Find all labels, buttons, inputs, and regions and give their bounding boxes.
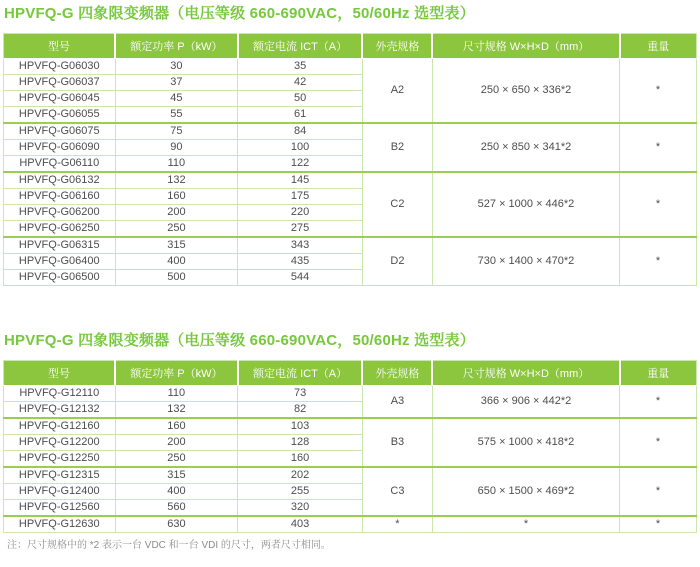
- current-cell: 35: [238, 59, 363, 75]
- table-row: [4, 467, 697, 484]
- power-cell: 500: [115, 270, 238, 286]
- weight-cell: *: [620, 172, 697, 237]
- power-cell: 132: [115, 402, 238, 419]
- current-cell: 84: [238, 123, 363, 140]
- model-cell: HPVFQ-G06030: [4, 59, 116, 75]
- power-cell: 75: [115, 123, 238, 140]
- current-cell: 160: [238, 451, 363, 468]
- selection-table-2: [3, 360, 697, 533]
- power-cell: 250: [115, 221, 238, 238]
- col-header-model: 型号: [4, 34, 116, 59]
- dims-cell: 730 × 1400 × 470*2: [432, 237, 619, 286]
- col-header-rated-power: 额定功率 P（kW）: [115, 361, 238, 386]
- shell-cell: D2: [362, 237, 432, 286]
- weight-cell: *: [620, 237, 697, 286]
- current-cell: 103: [238, 418, 363, 435]
- table-row: [4, 418, 697, 435]
- table-row: [4, 516, 697, 533]
- weight-cell: *: [620, 59, 697, 124]
- shell-cell: B2: [362, 123, 432, 172]
- model-cell: HPVFQ-G06075: [4, 123, 116, 140]
- current-cell: 82: [238, 402, 363, 419]
- current-cell: 544: [238, 270, 363, 286]
- current-cell: 255: [238, 484, 363, 500]
- shell-cell: B3: [362, 418, 432, 467]
- weight-cell: *: [620, 516, 697, 533]
- model-cell: HPVFQ-G06037: [4, 75, 116, 91]
- current-cell: 275: [238, 221, 363, 238]
- model-cell: HPVFQ-G06500: [4, 270, 116, 286]
- power-cell: 560: [115, 500, 238, 517]
- col-header-weight: 重量: [620, 34, 697, 59]
- col-header-rated-power: 额定功率 P（kW）: [115, 34, 238, 59]
- table-section-2: [3, 331, 697, 533]
- table-row: [4, 123, 697, 140]
- section-title-2: HPVFQ-G 四象限变频器（电压等级 660-690VAC，50/60Hz 选型表）: [4, 332, 475, 349]
- current-cell: 343: [238, 237, 363, 254]
- power-cell: 132: [115, 172, 238, 189]
- table-header-row: [4, 361, 697, 386]
- model-cell: HPVFQ-G06090: [4, 140, 116, 156]
- model-cell: HPVFQ-G06132: [4, 172, 116, 189]
- power-cell: 200: [115, 205, 238, 221]
- power-cell: 37: [115, 75, 238, 91]
- current-cell: 122: [238, 156, 363, 173]
- current-cell: 403: [238, 516, 363, 533]
- model-cell: HPVFQ-G06315: [4, 237, 116, 254]
- table-row: [4, 237, 697, 254]
- current-cell: 435: [238, 254, 363, 270]
- power-cell: 315: [115, 467, 238, 484]
- weight-cell: *: [620, 467, 697, 516]
- dims-cell: 250 × 650 × 336*2: [432, 59, 619, 124]
- model-cell: HPVFQ-G12250: [4, 451, 116, 468]
- dims-cell: 366 × 906 × 442*2: [432, 386, 619, 419]
- model-cell: HPVFQ-G06250: [4, 221, 116, 238]
- power-cell: 55: [115, 107, 238, 124]
- col-header-rated-current: 额定电流 ICT（A）: [238, 361, 363, 386]
- model-cell: HPVFQ-G12132: [4, 402, 116, 419]
- dims-cell: 575 × 1000 × 418*2: [432, 418, 619, 467]
- current-cell: 145: [238, 172, 363, 189]
- table-section-1: [3, 4, 697, 286]
- current-cell: 73: [238, 386, 363, 402]
- col-header-dimensions: 尺寸规格 W×H×D（mm）: [432, 34, 619, 59]
- selection-table-1: [3, 33, 697, 286]
- model-cell: HPVFQ-G12110: [4, 386, 116, 402]
- power-cell: 160: [115, 418, 238, 435]
- weight-cell: *: [620, 418, 697, 467]
- current-cell: 320: [238, 500, 363, 517]
- power-cell: 400: [115, 254, 238, 270]
- dims-cell: 650 × 1500 × 469*2: [432, 467, 619, 516]
- model-cell: HPVFQ-G12315: [4, 467, 116, 484]
- current-cell: 42: [238, 75, 363, 91]
- power-cell: 315: [115, 237, 238, 254]
- col-header-weight: 重量: [620, 361, 697, 386]
- power-cell: 250: [115, 451, 238, 468]
- model-cell: HPVFQ-G12560: [4, 500, 116, 517]
- model-cell: HPVFQ-G12200: [4, 435, 116, 451]
- model-cell: HPVFQ-G06400: [4, 254, 116, 270]
- shell-cell: A2: [362, 59, 432, 124]
- col-header-rated-current: 额定电流 ICT（A）: [238, 34, 363, 59]
- power-cell: 400: [115, 484, 238, 500]
- col-header-dimensions: 尺寸规格 W×H×D（mm）: [432, 361, 619, 386]
- dims-cell: 527 × 1000 × 446*2: [432, 172, 619, 237]
- power-cell: 110: [115, 386, 238, 402]
- current-cell: 128: [238, 435, 363, 451]
- model-cell: HPVFQ-G06055: [4, 107, 116, 124]
- table-row: [4, 59, 697, 75]
- shell-cell: A3: [362, 386, 432, 419]
- shell-cell: *: [362, 516, 432, 533]
- current-cell: 50: [238, 91, 363, 107]
- current-cell: 175: [238, 189, 363, 205]
- model-cell: HPVFQ-G12400: [4, 484, 116, 500]
- shell-cell: C2: [362, 172, 432, 237]
- shell-cell: C3: [362, 467, 432, 516]
- col-header-shell-spec: 外壳规格: [362, 34, 432, 59]
- current-cell: 100: [238, 140, 363, 156]
- col-header-model: 型号: [4, 361, 116, 386]
- current-cell: 220: [238, 205, 363, 221]
- table-header-row: [4, 34, 697, 59]
- model-cell: HPVFQ-G06045: [4, 91, 116, 107]
- power-cell: 30: [115, 59, 238, 75]
- power-cell: 160: [115, 189, 238, 205]
- current-cell: 61: [238, 107, 363, 124]
- dims-cell: *: [432, 516, 619, 533]
- dims-cell: 250 × 850 × 341*2: [432, 123, 619, 172]
- weight-cell: *: [620, 123, 697, 172]
- table-row: [4, 386, 697, 402]
- current-cell: 202: [238, 467, 363, 484]
- table-row: [4, 172, 697, 189]
- model-cell: HPVFQ-G12630: [4, 516, 116, 533]
- model-cell: HPVFQ-G06160: [4, 189, 116, 205]
- col-header-shell-spec: 外壳规格: [362, 361, 432, 386]
- power-cell: 200: [115, 435, 238, 451]
- section-title-1: HPVFQ-G 四象限变频器（电压等级 660-690VAC，50/60Hz 选型表）: [4, 5, 475, 22]
- power-cell: 45: [115, 91, 238, 107]
- footnote: 注：尺寸规格中的 *2 表示一台 VDC 和一台 VDI 的尺寸，两者尺寸相同。: [7, 540, 331, 551]
- power-cell: 630: [115, 516, 238, 533]
- power-cell: 90: [115, 140, 238, 156]
- power-cell: 110: [115, 156, 238, 173]
- weight-cell: *: [620, 386, 697, 419]
- model-cell: HPVFQ-G06200: [4, 205, 116, 221]
- model-cell: HPVFQ-G12160: [4, 418, 116, 435]
- model-cell: HPVFQ-G06110: [4, 156, 116, 173]
